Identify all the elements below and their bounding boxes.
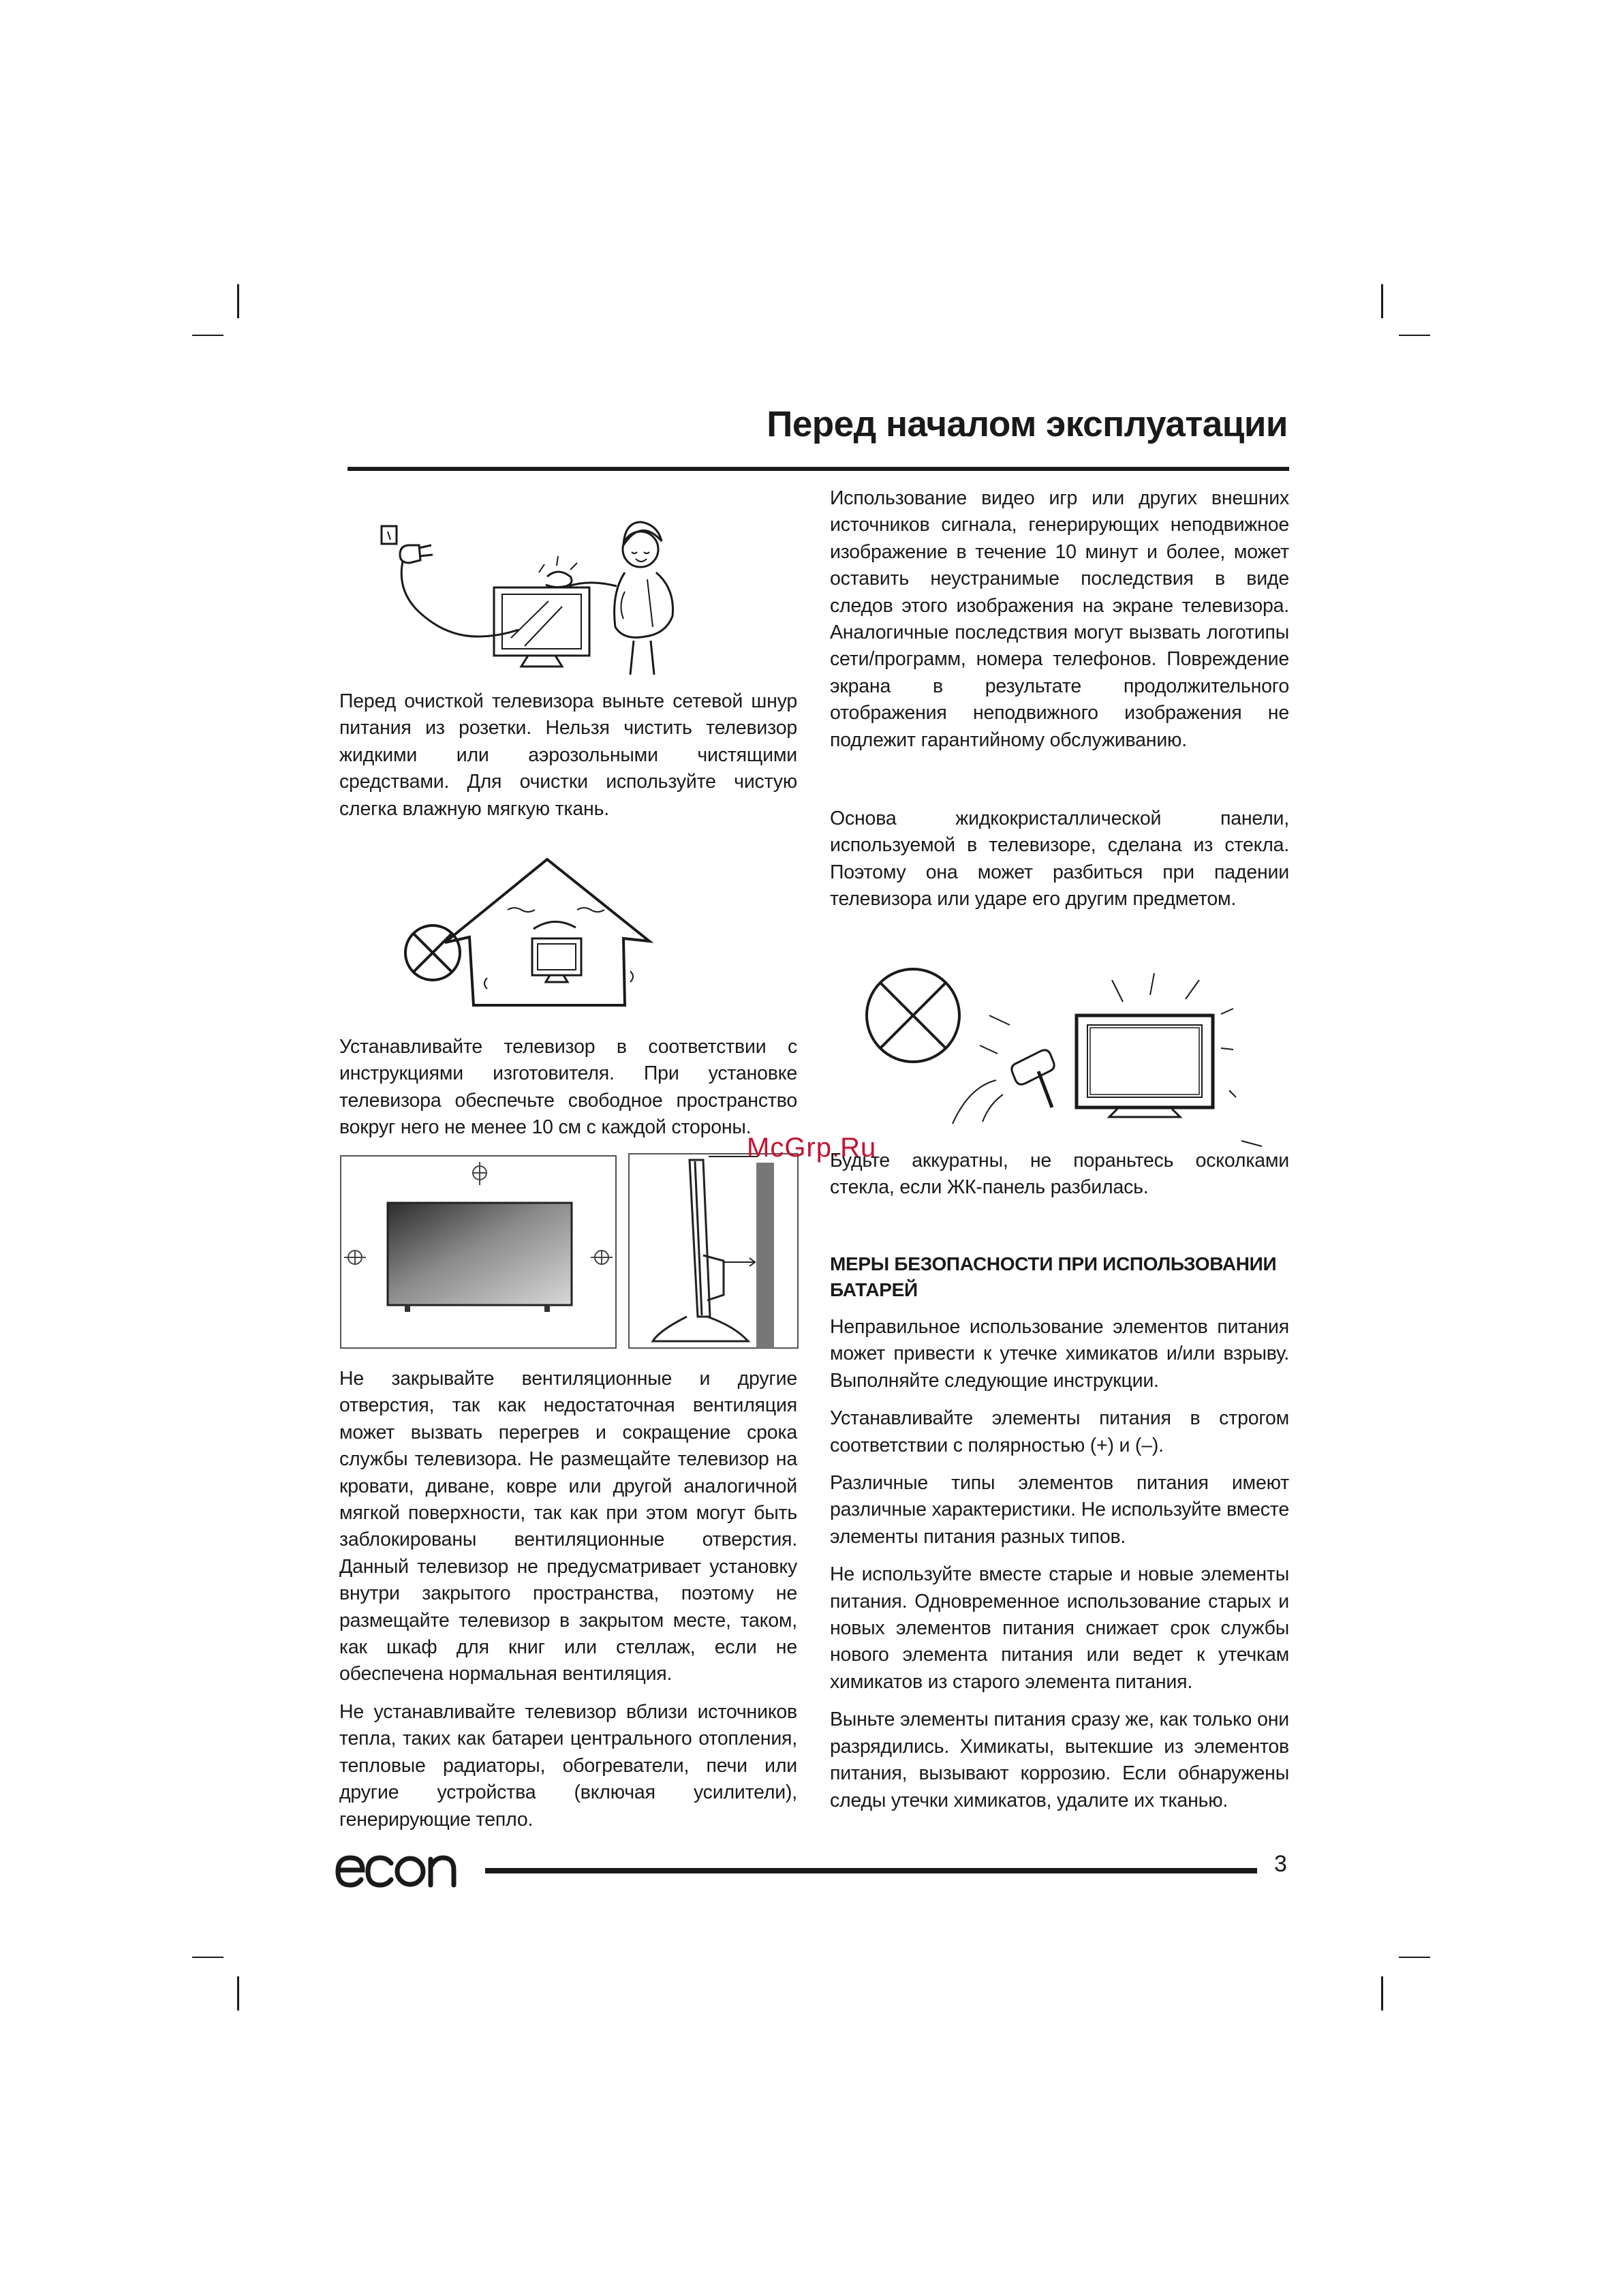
ventilation-paragraph: Не закрывайте вентиляционные и другие отверстия, так как недостаточная вентиляция может вызвать перегрев и сокращение срока службы телевизора. Не размещайте телевизор на кровати, диване, ковре или другой аналогичной мягкой поверхности, так как при этом могут быть заблокированы вентиляционные отверстия. Данный телевизор не предусматривает установку внутри закрытого пространства, поэтому не размещайте телевизор в закрытом месте, таком, как шкаф для книг или стеллаж, если не обеспечена нормальная вентиляция. [339, 1368, 797, 1685]
crop-mark [1399, 335, 1430, 336]
crop-mark [1381, 1976, 1383, 2010]
clearance-front-diagram [340, 1155, 617, 1349]
econ-logo [335, 1840, 458, 1895]
page-number: 3 [1274, 1851, 1287, 1877]
cleaning-illustration [378, 518, 685, 682]
battery-paragraph-3: Различные типы элементов питания имеют различные характеристики. Не используйте вместе элементы питания разных типов. [830, 1472, 1289, 1548]
no-enclosure-illustration [399, 855, 671, 1012]
cleaning-paragraph: Перед очисткой телевизора выньте сетевой шнур питания из розетки. Нельзя чистить телевизор жидкими или аэрозольными чистящими средствами. Для очистки используйте чистую слегка влажную мягкую ткань. [339, 690, 797, 820]
battery-paragraph-1: Неправильное использование элементов питания может привести к утечке химикатов и/или взрыву. Выполняйте следующие инструкции. [830, 1316, 1289, 1392]
crop-mark [237, 284, 239, 318]
page-title: Перед началом эксплуатации [767, 404, 1288, 444]
glass-paragraph: Основа жидкокристаллической панели, используемой в телевизоре, сделана из стекла. Поэтому она может разбиться при падении телевизора или ударе его другим предметом. [830, 808, 1289, 910]
crop-mark [1399, 1957, 1430, 1958]
careful-paragraph: Будьте аккуратны, не пораньтесь осколками стекла, если ЖК-панель разбилась. [830, 1150, 1289, 1199]
crop-mark [237, 1976, 239, 2010]
battery-paragraph-2: Устанавливайте элементы питания в строгом соответствии с полярностью (+) и (–). [830, 1407, 1289, 1456]
battery-paragraph-5: Выньте элементы питания сразу же, как только они разрядились. Химикаты, вытекшие из элементов питания, вызывают коррозию. Если обнаружены следы утечки химикатов, удалите их тканью. [830, 1709, 1289, 1811]
heat-paragraph: Не устанавливайте телевизор вблизи источников тепла, таких как батареи центрального отопления, тепловые радиаторы, обогреватели, печи или другие устройства (включая усилители), генерирующие тепло. [339, 1700, 797, 1831]
crop-mark [192, 335, 223, 336]
broken-glass-illustration [860, 961, 1269, 1152]
crop-mark [1381, 284, 1383, 318]
video-games-paragraph: Использование видео игр или других внешних источников сигнала, генерирующих неподвижное изображение в течение 10 минут и более, может оставить неустранимые последствия в виде следов этого изображения на экране телевизора. Аналогичные последствия могут вызвать логотипы сети/программ, номера телефонов. Повреждение экрана в результате продолжительного отображения неподвижного изображения не подлежит гарантийному обслуживанию. [830, 487, 1289, 751]
battery-heading: МЕРЫ БЕЗОПАСНОСТИ ПРИ ИСПОЛЬЗОВАНИИ БАТАРЕЙ [830, 1253, 1277, 1300]
watermark: McGrp.Ru [747, 1133, 877, 1163]
install-paragraph: Устанавливайте телевизор в соответствии с инструкциями изготовителя. При установке телевизора обеспечьте свободное пространство вокруг него не менее 10 см с каждой стороны. [339, 1036, 797, 1139]
clearance-side-diagram [628, 1153, 799, 1349]
battery-paragraph-4: Не используйте вместе старые и новые элементы питания. Одновременное использование старых и новых элементов питания снижает срок службы нового элемента питания или ведет к утечкам химикатов из старого элемента питания. [830, 1563, 1289, 1693]
footer-divider [485, 1868, 1257, 1873]
crop-mark [192, 1957, 223, 1958]
title-divider [347, 467, 1289, 471]
